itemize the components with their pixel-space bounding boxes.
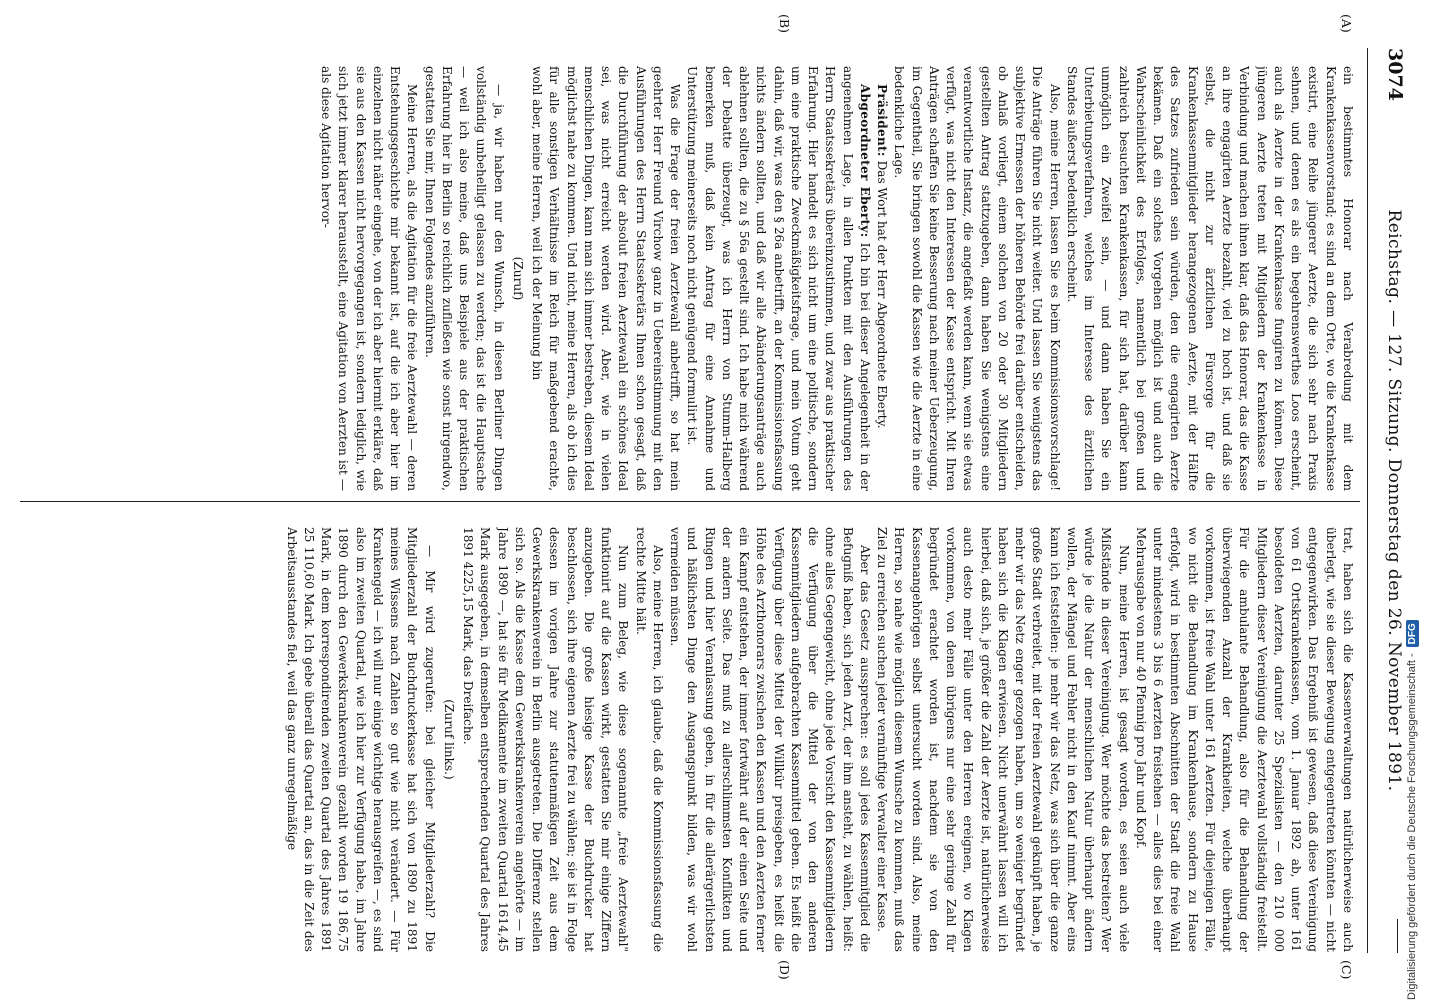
speech-paragraph — [683, 66, 873, 491]
margin-letter-d: (D) — [777, 960, 792, 980]
paragraph: Was die Frage der freien Aerztewahl anbetrifft, so hat mein geehrter Herr Freund Virchow ganz in Uebereinstimmung mit den Ausführungen des Herrn Staatssekretärs Ihnen schon gesagt, daß die Durchführung der absolut freien Aerztewahl ein schönes Ideal sei, was nicht erreicht werden wird. Aber, wie in vielen menschlichen Dingen, kann man sich immer bestreben, diesem Ideal möglichst nahe zu kommen. Und nicht, meine Herren, als ob ich dies für alle sonstigen Verhältnisse im Reich für maßgebend erachte, wohl aber, meine Herren, weil ich der Meinung bin — [530, 66, 683, 491]
left-column — [21, 66, 1356, 491]
paragraph: Nun, meine Herren, ist gesagt worden, es seien auch viele Mißstände in dieser Vereinigung. Wer möchte das bestreiten? Wer würde je die Natur der menschlichen Natur überhaupt ändern wollen, der Mängel und Fehler nicht in den Kauf nimmt. Aber eins kann ich feststellen: je mehr wir das Netz, was sich über die ganze große Stadt verbreitet, mit der freien Aerztewahl geknüpft haben, je mehr wir das Netz enger gezogen haben, um so weniger begründet haben sich die Klagen erwiesen. Nicht unerwähnt lassen will ich hierbei, daß sich, je größer die Zahl der Aerzte ist, natürlicherweise auch desto mehr Fälle unter den Herren ereignen, wo Klagen vorkommen, von denen übrigens nur eine sehr geringe Zahl für begründet erachtet worden ist, nachdem sie von den Kassenangehörigen selbst untersucht worden sind. Also, meine Herren, so nahe wie möglich diesem Wunsche zu kommen, muß das Ziel zu erreichen suchen jeder vernünftige Verwalter einer Kasse. — [875, 527, 1131, 952]
right-column — [21, 527, 1356, 952]
dfg-logo: DFG — [1406, 620, 1419, 647]
paragraph: trat, haben sich die Kassenverwaltungen natürlicherweise auch überlegt, wie sie dieser Bewegung entgegentreten könnten — nicht entgegenwirken. Das Ergebniß ist gewesen, daß diese Vereinigung von 61 Ortskrankenkassen, vom 1. Januar 1892 ab, unter 161 besoldeten Aerzten, darunter 25 Spezialisten — den 210 000 Mitgliedern dieser Vereinigung die Aerztewahl vollständig freistellt. Für die ambulante Behandlung, also für die Behandlung der überwiegenden Anzahl der Krankheiten, welche überhaupt vorkommen, ist freie Wahl unter 161 Aerzten. Für diejenigen Fälle, wo nicht die Behandlung im Krankenhause, sondern zu Hause erfolgt, wird in bestimmten Abschnitten der Stadt die freie Wahl unter mindestens 3 bis 6 Aerzten freistehen — alles dies bei einer Mehrausgabe von nur 40 Pfennig pro Jahr und Kopf. — [1134, 527, 1355, 952]
paragraph: Aber das Gesetz aussprechen: es soll jedes Kassenmitglied die Befugniß haben, sich jeden Arzt, der ihm ansteht, zu wählen, heißt: ohne alles Gegengewicht, ohne jede Vorsicht den Kassenmitgliedern die Verfügung über die Mittel der von den anderen Kassenmitgliedern aufgebrachten Kassenmittel geben. Es heißt die Verfügung über diese Mittel der Willkür preisgeben, es heißt die Höhe des Arzthonorars zwischen den Kassen und den Aerzten ferner ein Kampf entstehen, der immer fortwährt auf der einen Seite und der andern Seite. Das muß zu allerschlimmsten Konflikten und Ringen und hier Veranlassung geben, in für die allerärgerlichsten und häßlichsten Dinge den Ausgangspunkt bilden, was wir wohl vermeiden müssen. — [668, 527, 872, 952]
speaker-president: Präsident: — [875, 84, 890, 157]
paragraph: Nun zum Beleg, wie diese sogenannte „freie Aerztewahl" funktionirt auf die Kassen wirkt, gestatten Sie mir einige Ziffern anzugeben. Die große hiesige Kasse der Buchdrucker hat beschlossen, sich ihre eigenen Aerzte frei zu wählen; sie ist in Folge dessen im vorigen Jahre zur statutenmäßigen Zeit aus dem Gewerkskrankenverein in Berlin ausgetreten. Die Differenz stellen sich so. Als die Kasse dem Gewerkskrankenverein angehörte — im Jahre 1890 —, hat sie für Medikamente im zweiten Quartal 1614,45 Mark ausgegeben, in demselben entsprechenden Quartal des Jahres 1891 4225,15 Mark, das Dreifache. — [461, 527, 631, 952]
margin-letter-c: (C) — [1339, 960, 1354, 980]
page-number: 3074 — [1384, 48, 1406, 101]
header-rule — [1397, 919, 1398, 953]
paragraph: Also, meine Herren, ich glaube, daß die Kommissionsfassung die rechte Mitte hält. — [633, 527, 665, 952]
page-title: Reichstag. — 127. Sitzung. Donnerstag den 26. November 1891. — [1384, 209, 1404, 792]
interjection: (Zuruf links.) — [442, 699, 456, 780]
speaker-eberty: Abgeordneter Eberty: — [858, 84, 872, 238]
paragraph: — Mir wird zugerufen: bei gleicher Mitgliederzahl? Die Mitgliederzahl der Buchdruckerkasse hat sich von 1890 zu 1891 meines Wissens nach Zahlen so gut wie nicht verändert. — Für Krankengeld — ich will nur einige wichtige herausgreifen —, es sind also im zweiten Quartal, wie ich hier zur Verfügung habe, im Jahre 1890 durch den Gewerkskrankenverein gezahlt worden 19 186,75 Mark, in dem korrespondirenden zweiten Quartal des Jahres 1891 25 110,60 Mark. Ich gebe überall das Quartal an, das in die Zeit des Arbeitsausstandes fiel, weil das ganz unregelmäßige — [284, 527, 437, 952]
margin-letter-a: (A) — [1339, 14, 1354, 33]
speech-text: Ich bin bei dieser Angelegenheit in der angenehmen Lage, in allen Punkten mit den Ausführungen des Herrn Staatssekretärs übereinzustimmen, und zwar aus praktischer Erfahrung. Hier handelt es sich nicht um eine politische, sondern um eine praktische Zweckmäßigkeitsfrage, und mein Votum geht dahin, daß wir, was den § 26a anbetrifft, an der Kommissionsfassung nichts ändern sollten, und daß wir alle Abänderungsanträge auch ablehnen sollten, die zu § 56a gestellt sind. Ich habe mich während der Debatte überzeugt, was ich Herrn von Stumm-Halberg bemerken muß, daß kein Antrag für eine Annahme und Unterstützung meinerseits noch nicht genügend formulirt ist. — [685, 66, 872, 491]
president-text: Das Wort hat der Herr Abgeordnete Eberty. — [875, 160, 890, 429]
margin-letter-b: (B) — [777, 14, 792, 33]
paragraph: Also, meine Herren, lassen Sie es beim Kommissionsvorschlage! Die Anträge führen Sie nicht weiter. Und lassen Sie wenigstens das subjektive Ermessen der höheren Behörde frei darüber entscheiden, ob Anlaß vorliegt, einem solchen von 20 oder 30 Mitgliedern gestellten Antrag stattzugeben, dann haben Sie wenigstens eine verantwortliche Instanz, die angefaßt werden kann, wenn sie etwas verfügt, was nicht den Interessen der Kasse entspricht. Mit Ihren Anträgen schaffen Sie keine Besserung nach meiner Ueberzeugung, im Gegentheil, Sie bringen sowohl die Kassen wie die Aerzte in eine bedenkliche Lage. — [892, 66, 1062, 491]
digitization-credit — [1406, 620, 1419, 1000]
paragraph: Meine Herren, als die Agitation für die freie Aerztewahl — deren Entstehungsgeschichte mir bekannt ist, auf die ich aber hier im einzelnen nicht näher eingehe, von der ich aber hiermit erkläre, daß sie aus den Kassen nicht hervorgegangen ist, sondern lediglich, wie sich jetzt immer klarer herausstellt, eine Agitation von Aerzten ist — als diese Agitation hervor- — [319, 66, 420, 491]
paragraph: — ja, wir haben nur den Wunsch, in diesen Berliner Dingen vollständig unbehelligt gelassen zu werden; das ist die Hauptsache — weil ich also meine, daß uns Beispiele aus der praktischen Erfahrung hier in Berlin so reichlich zufließen wie sonst nirgendwo, gestatten Sie mir, Ihnen Folgendes anzuführen. — [422, 66, 506, 491]
column-divider — [20, 501, 1360, 502]
paragraph: ein bestimmtes Honorar nach Verabredung mit dem Krankenkassenvorstand; es sind an dem Orte, wo die Krankenkasse existirt, eine Reihe jüngerer Aerzte, die sich sehr nach Praxis sehnen, und denen es als ein begehrenswerthes Loos erscheint, auch als Aerzte in der Krankenkasse fungiren zu können. Diese jüngeren Aerzte treten mit Mitgliedern der Krankenkasse in Verbindung und machen ihnen klar, daß das Honorar, das die Kasse an ihre engagirten Aerzte bezahlt, viel zu hoch ist, und daß sie selbst, die nicht zur ärztlichen Fürsorge für die Krankenkassenmitglieder herangezogenen Aerzte, mit der Hälfte des Satzes zufrieden sein würden, den die engagirten Aerzte bekämen. Daß ein solches Vorgehen möglich ist und auch die Wahrscheinlichkeit des Erfolges, namentlich bei großen und zahlreich besuchten Krankenkassen, für sich hat, darüber kann unmöglich ein Zweifel sein, — und dann haben Sie ein Unterbietungsverfahren, welches im Interesse des ärztlichen Standes äußerst bedenklich erscheint. — [1065, 66, 1355, 491]
credit-text: Digitalisierung gefördert durch die Deutsche Forschungsgemeinschaft - — [1406, 653, 1418, 1000]
president-line — [873, 66, 890, 491]
interjection: (Zuruf) — [511, 256, 525, 301]
